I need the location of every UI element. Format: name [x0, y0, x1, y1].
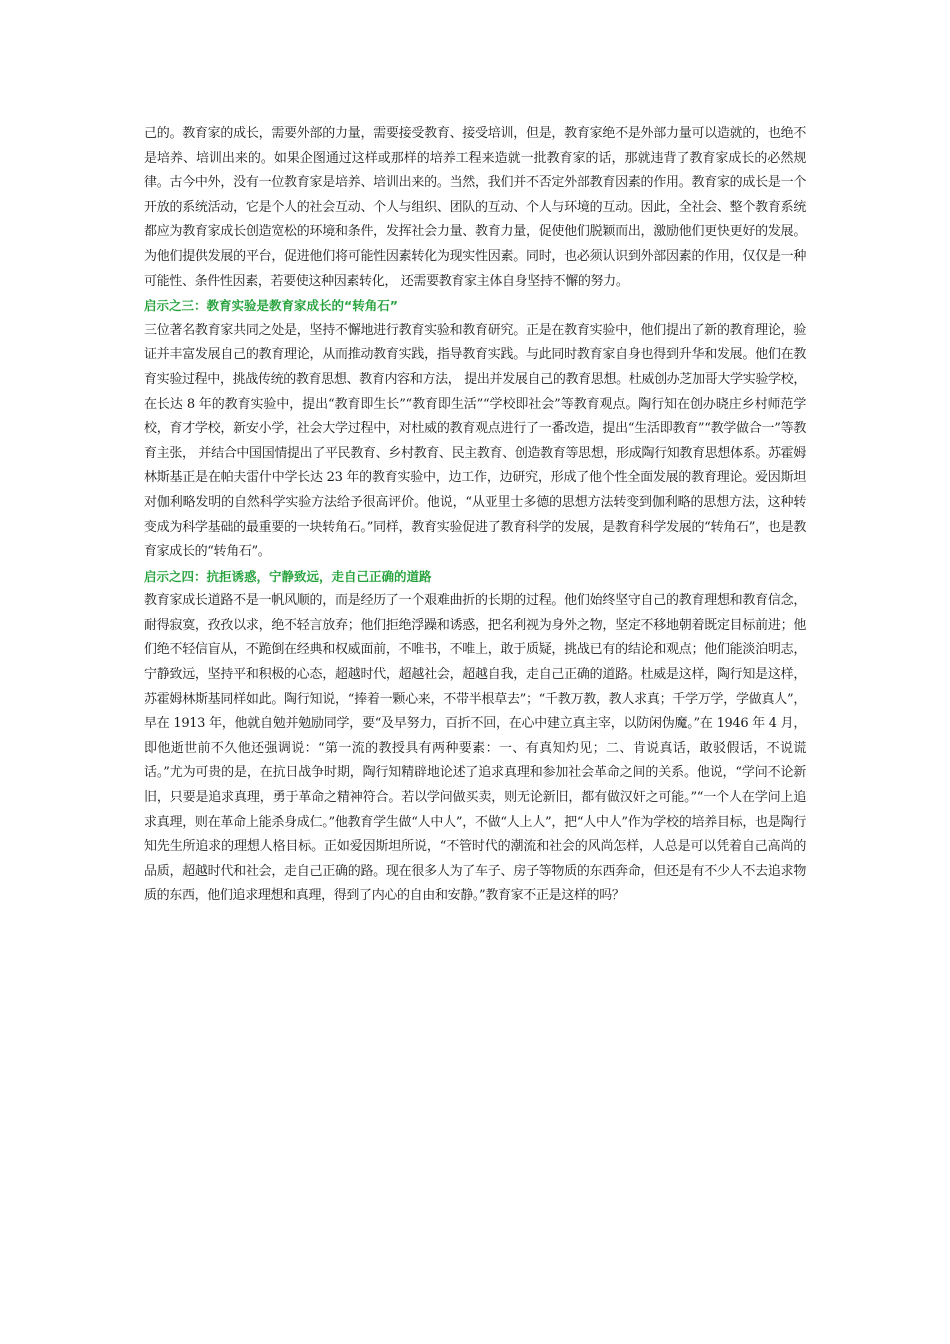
section-heading-insight-four: 启示之四：抗拒诱惑，宁静致远，走自己正确的道路 — [144, 568, 432, 584]
document-page — [144, 122, 806, 909]
section-heading-insight-three: 启示之三：教育实验是教育家成长的“转角石” — [144, 298, 398, 314]
paragraph-external-factors: 己的。教育家的成长，需要外部的力量，需要接受教育、接受培训，但是，教育家绝不是外部力量可以造就的，也绝不是培养、培训出来的。如果企图通过这样或那样的培养工程来造就一批教育家的话，那就违背了教育家成长的必然规律。古今中外，没有一位教育家是培养、培训出来的。当然，我们并不否定外部教育因素的作用。教育家的成长是一个开放的系统活动，它是个人的社会互动、个人与组织、团队的互动、个人与环境的互动。因此，全社会、整个教育系统都应为教育家成长创造宽松的环境和条件，发挥社会力量、教育力量，促使他们脱颖而出，激励他们更快更好的发展。为他们提供发展的平台，促进他们将可能性因素转化为现实性因素。同时，也必须认识到外部因素的作用，仅仅是一种可能性、条件性因素，若要使这种因素转化， 还需要教育家主体自身坚持不懈的努力。 — [144, 126, 806, 289]
paragraph-educational-experiment: 三位著名教育家共同之处是，坚持不懈地进行教育实验和教育研究。正是在教育实验中，他们提出了新的教育理论，验证并丰富发展自己的教育理论，从而推动教育实践，指导教育实践。与此同时教育家自身也得到升华和发展。他们在教育实验过程中，挑战传统的教育思想、教育内容和方法， 提出并发展自己的教育思想。杜威创办芝加哥大学实验学校，在长达 8 年的教育实验中，提出“教育即生长”“教育即生活”“学校即社会”等教育观点。陶行知在创办晓庄乡村师范学校，育才学校，新安小学，社会大学过程中，对杜威的教育观点进行了一番改造，提出“生活即教育”“教学做合一”等教育主张， 并结合中国国情提出了平民教育、乡村教育、民主教育、创造教育等思想，形成陶行知教育思想体系。苏霍姆林斯基正是在帕夫雷什中学长达 23 年的教育实验中，边工作，边研究，形成了他个性全面发展的教育理论。爱因斯坦对伽利略发明的自然科学实验方法给予很高评价。他说，“从亚里士多德的思想方法转变到伽利略的思想方法，这种转变成为科学基础的最重要的一块转角石。”同样，教育实验促进了教育科学的发展，是教育科学发展的“转角石”，也是教育家成长的“转角石”。 — [144, 322, 806, 560]
paragraph-resist-temptation: 教育家成长道路不是一帆风顺的，而是经历了一个艰难曲折的长期的过程。他们始终坚守自己的教育理想和教育信念，耐得寂寞，孜孜以求，绝不轻言放弃；他们拒绝浮躁和诱惑，把名利视为身外之物，坚定不移地朝着既定目标前进；他们绝不轻信盲从，不跪倒在经典和权威面前，不唯书，不唯上，敢于质疑，挑战已有的结论和观点；他们能淡泊明志，宁静致远，坚持平和积极的心态，超越时代，超越社会，超越自我，走自己正确的道路。杜威是这样，陶行知是这样，苏霍姆林斯基同样如此。陶行知说，“捧着一颗心来，不带半根草去”；“千教万教，教人求真；千学万学，学做真人”，早在 1913 年，他就自勉并勉励同学，要“及早努力，百折不回，在心中建立真主宰，以防闲伪魔。”在 1946 年 4 月，即他逝世前不久他还强调说：“第一流的教授具有两种要素：一、有真知灼见；二、肯说真话，敢驳假话，不说谎话。”尤为可贵的是，在抗日战争时期，陶行知精辟地论述了追求真理和参加社会革命之间的关系。他说，“学问不论新旧，只要是追求真理，勇于革命之精神符合。若以学问做买卖，则无论新旧，都有做汉奸之可能。”“一个人在学问上追求真理，则在革命上能杀身成仁。”他教育学生做“人中人”，不做“人上人”，把“人中人”作为学校的培养目标，也是陶行知先生所追求的理想人格目标。正如爱因斯坦所说，“不管时代的潮流和社会的风尚怎样，人总是可以凭着自己高尚的品质，超越时代和社会，走自己正确的路。现在很多人为了车子、房子等物质的东西奔命，但还是有不少人不去追求物质的东西，他们追求理想和真理，得到了内心的自由和安静。”教育家不正是这样的吗？ — [144, 593, 806, 904]
